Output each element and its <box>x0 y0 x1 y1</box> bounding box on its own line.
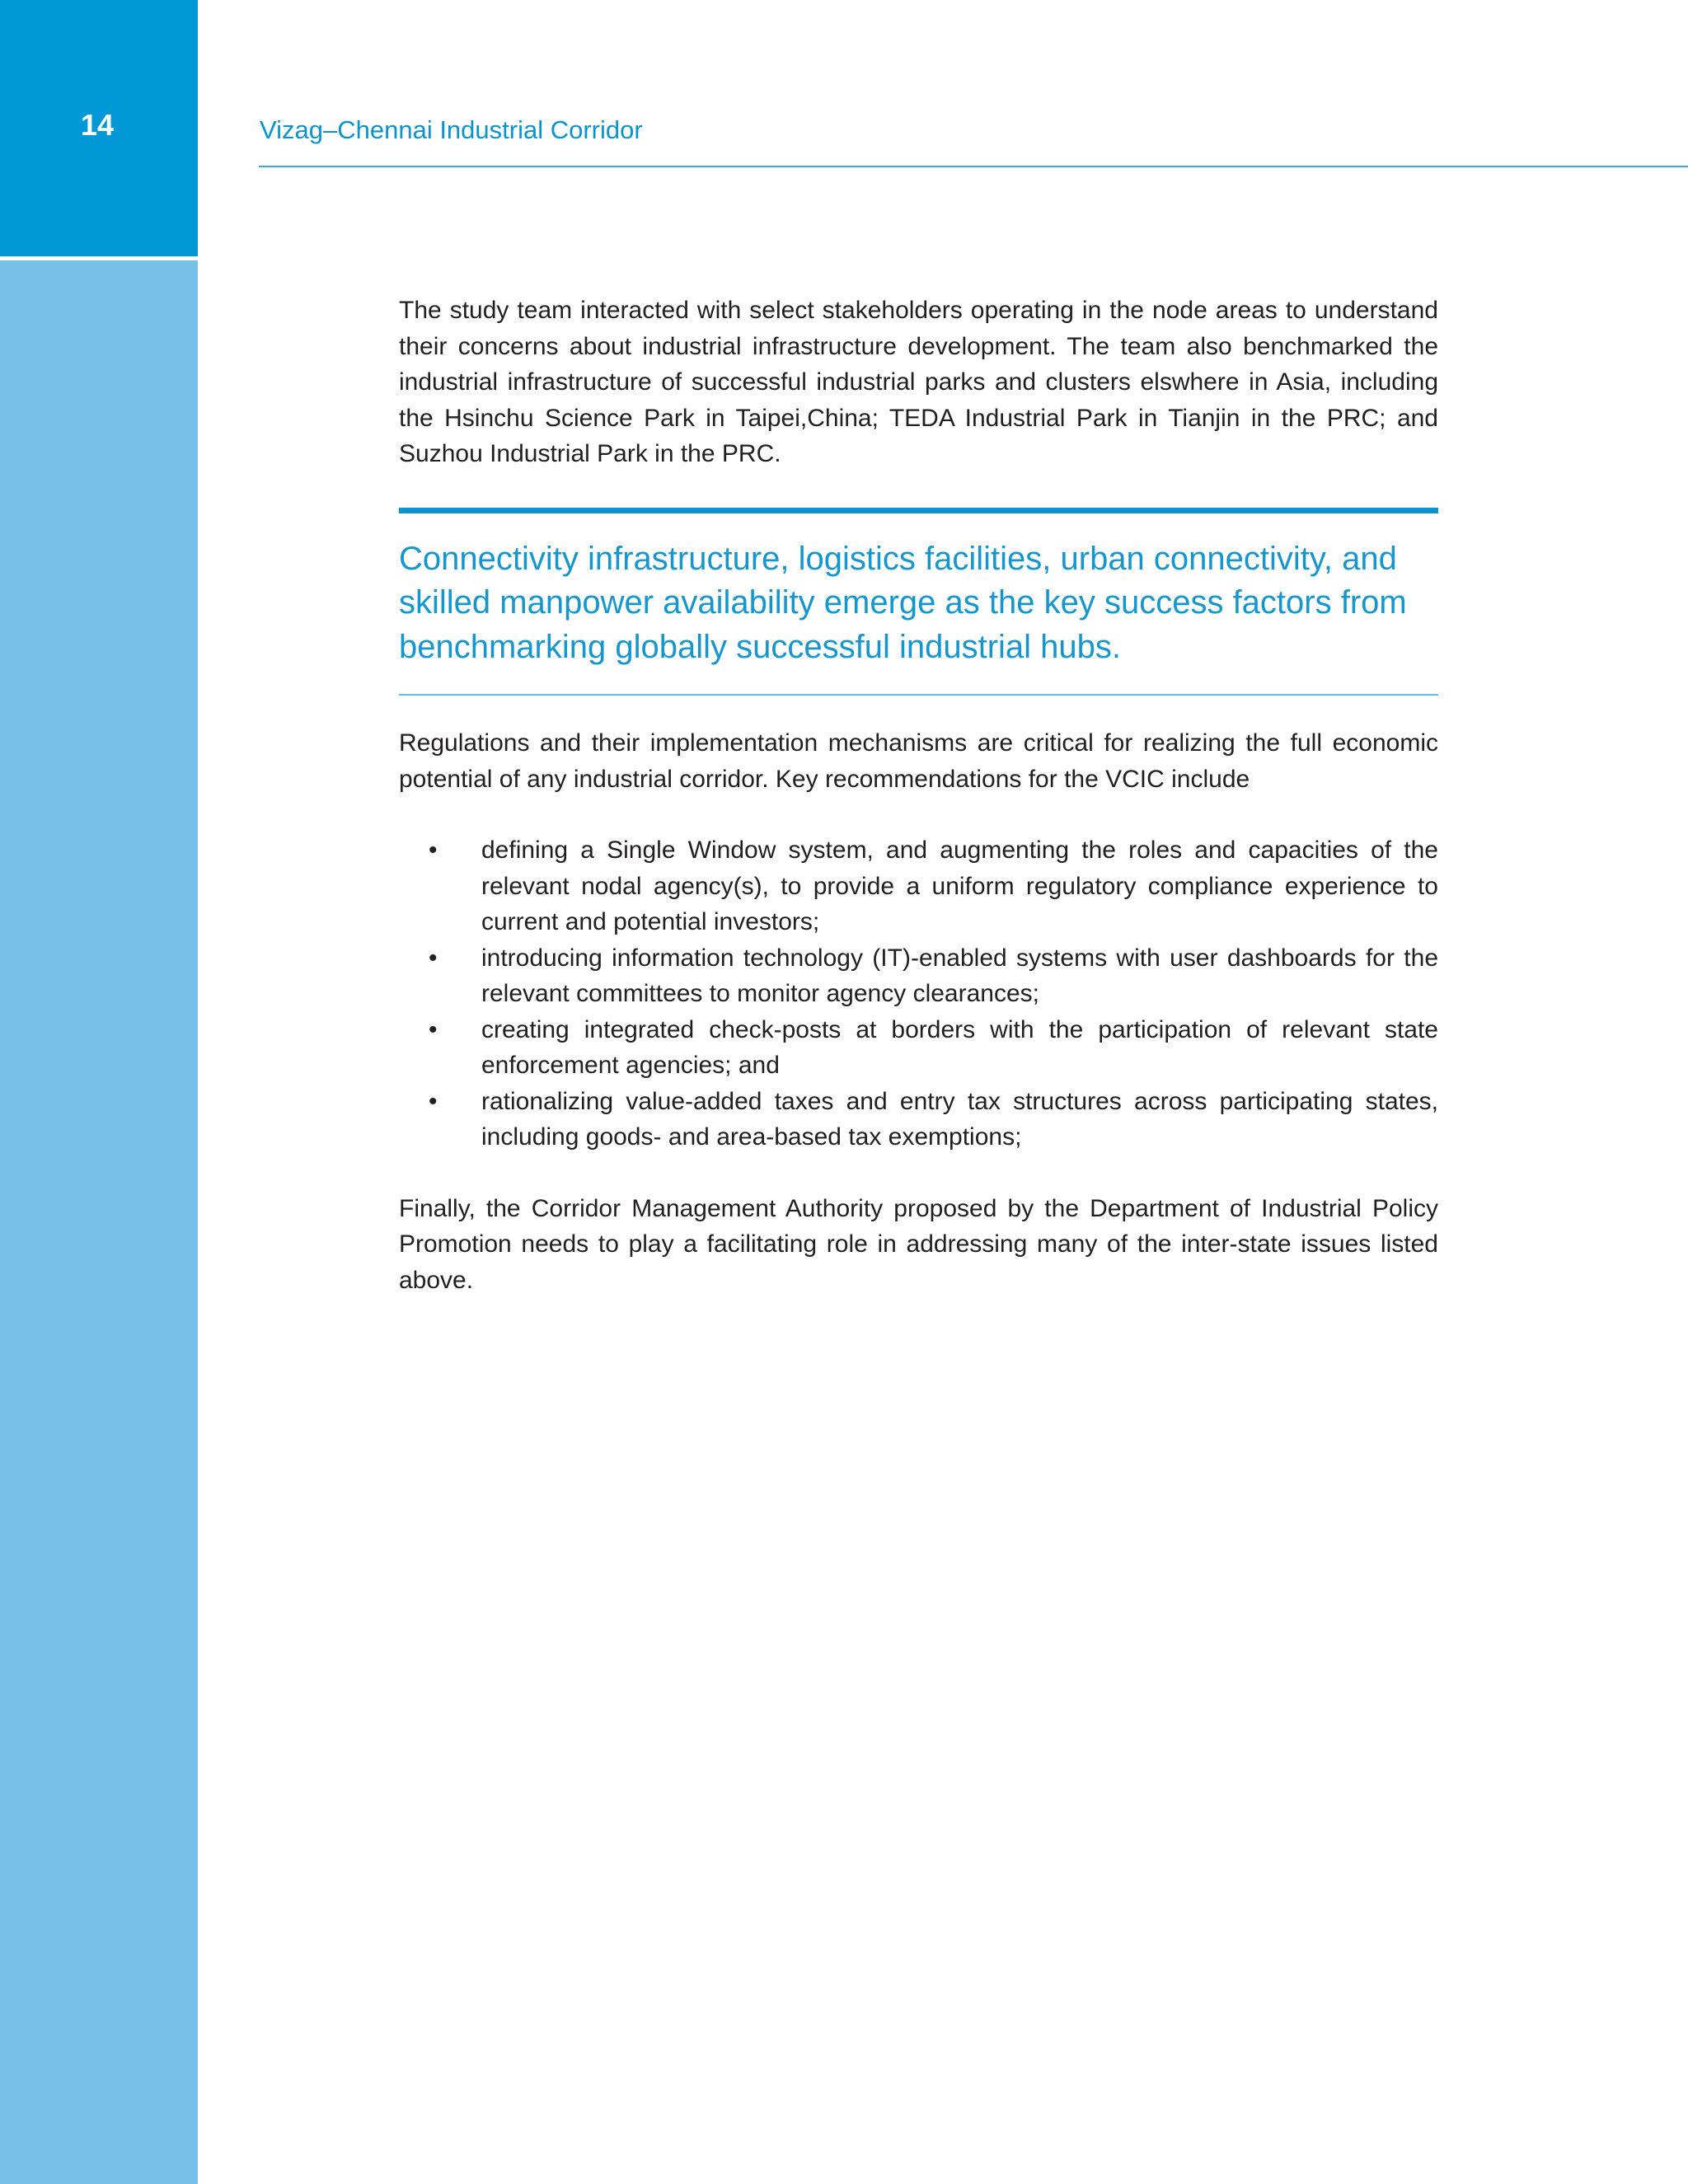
sidebar-margin-band <box>0 260 198 2184</box>
list-item <box>399 1012 1438 1084</box>
pullquote-text: Connectivity infrastructure, logistics facilities, urban connectivity, and skilled manpower availability emerge as the key success factors from benchmarking globally successful industrial hubs. <box>399 540 1407 665</box>
page-content <box>399 293 1438 1298</box>
list-item <box>399 832 1438 940</box>
bullet-icon: • <box>429 1087 438 1115</box>
list-item-text: creating integrated check-posts at borders with the participation of relevant state enforcement agencies; and <box>481 1015 1438 1079</box>
bullet-icon: • <box>429 944 438 972</box>
running-header: Vizag–Chennai Industrial Corridor <box>260 115 643 144</box>
list-item <box>399 940 1438 1012</box>
list-item-text: introducing information technology (IT)-enabled systems with user dashboards for the relevant committees to monitor agency clearances; <box>481 944 1438 1007</box>
page-number: 14 <box>81 108 115 142</box>
list-item-text: defining a Single Window system, and augmenting the roles and capacities of the relevant nodal agency(s), to provide a uniform regulatory compliance experience to current and potential investors; <box>481 837 1438 935</box>
recommendations-list <box>399 832 1438 1155</box>
list-item-text: rationalizing value-added taxes and entry tax structures across participating states, including goods- and area-based tax exemptions; <box>481 1087 1438 1151</box>
final-paragraph: Finally, the Corridor Management Authority proposed by the Department of Industrial Policy Promotion needs to play a facilitating role in addressing many of the inter-state issues listed above. <box>399 1194 1438 1294</box>
bullet-icon: • <box>429 1015 438 1043</box>
intro-paragraph: The study team interacted with select stakeholders operating in the node areas to understand their concerns about industrial infrastructure development. The team also benchmarked the industrial infrastructure of successful industrial parks and clusters elswhere in Asia, including the Hsinchu Science Park in Taipei,China; TEDA Industrial Park in Tianjin in the PRC; and Suzhou Industrial Park in the PRC. <box>399 297 1438 467</box>
list-item <box>399 1084 1438 1155</box>
pullquote <box>399 508 1438 696</box>
header-rule <box>259 166 1688 167</box>
bullet-icon: • <box>429 837 438 864</box>
regulations-paragraph: Regulations and their implementation mechanisms are critical for realizing the full economic potential of any industrial corridor. Key recommendations for the VCIC include <box>399 729 1438 793</box>
